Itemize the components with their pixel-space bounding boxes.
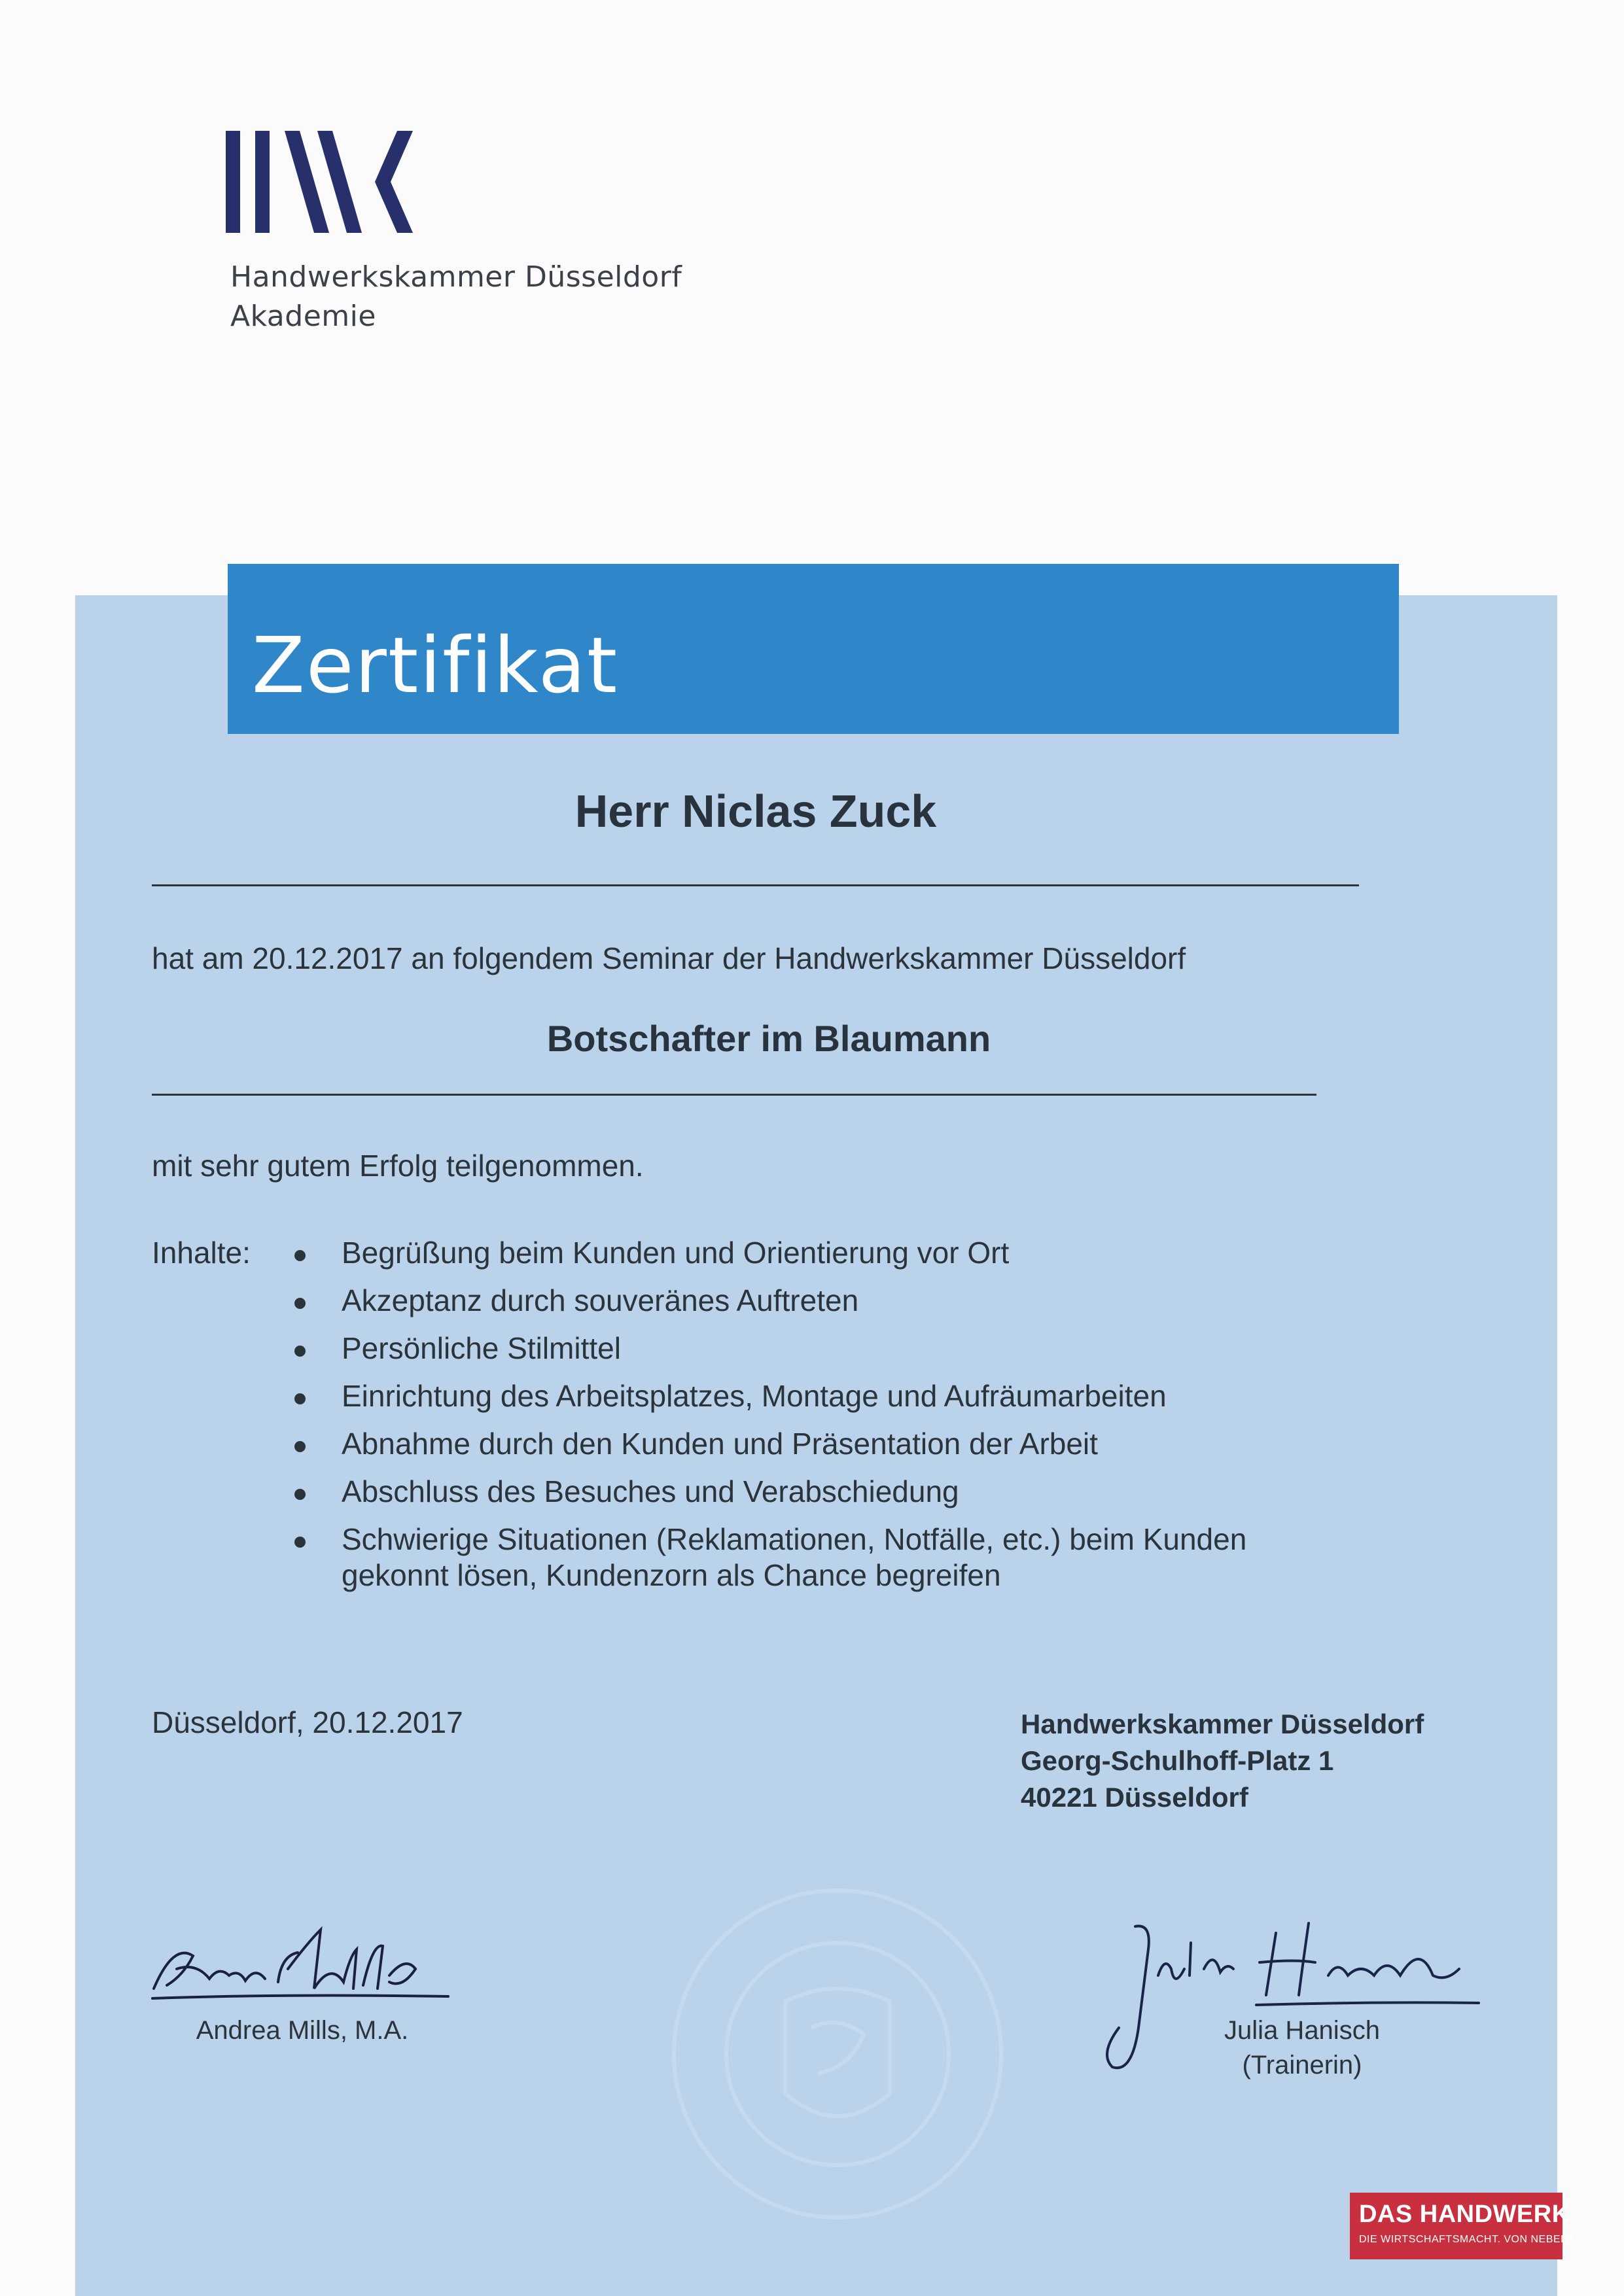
list-item: Schwierige Situationen (Reklamationen, Notfälle, etc.) beim Kunden bbox=[342, 1522, 1247, 1556]
contents-label: Inhalte: bbox=[152, 1236, 251, 1270]
hwk-logo bbox=[226, 131, 461, 235]
brand-subtitle: DIE WIRTSCHAFTSMACHT. VON NEBENAN. bbox=[1359, 2234, 1587, 2245]
address-line-2: Georg-Schulhoff-Platz 1 bbox=[1021, 1745, 1334, 1776]
embossed-seal bbox=[654, 1877, 1021, 2231]
list-bullet bbox=[294, 1346, 306, 1357]
list-bullet bbox=[294, 1441, 306, 1452]
seminar-title: Botschafter im Blaumann bbox=[546, 1018, 991, 1059]
list-item: Abschluss des Besuches und Verabschiedung bbox=[342, 1474, 959, 1508]
intro-text: hat am 20.12.2017 an folgendem Seminar der Handwerkskammer Düsseldorf bbox=[152, 941, 1186, 975]
address-line-3: 40221 Düsseldorf bbox=[1021, 1782, 1248, 1813]
brand-title: DAS HANDWERK bbox=[1359, 2200, 1570, 2228]
list-item: Akzeptanz durch souveränes Auftreten bbox=[342, 1283, 859, 1317]
list-item: Begrüßung beim Kunden und Orientierung vor Ort bbox=[342, 1236, 1010, 1270]
list-item-continuation: gekonnt lösen, Kundenzorn als Chance begreifen bbox=[342, 1558, 1001, 1592]
signatory-right-name: Julia Hanisch bbox=[1224, 2016, 1380, 2045]
org-unit: Akademie bbox=[230, 300, 376, 333]
place-date: Düsseldorf, 20.12.2017 bbox=[152, 1705, 463, 1739]
result-text: mit sehr gutem Erfolg teilgenommen. bbox=[152, 1149, 644, 1183]
list-bullet bbox=[294, 1250, 306, 1261]
list-item: Abnahme durch den Kunden und Präsentation der Arbeit bbox=[342, 1427, 1098, 1461]
list-bullet bbox=[294, 1298, 306, 1309]
seminar-underline bbox=[152, 1094, 1316, 1096]
address-line-1: Handwerkskammer Düsseldorf bbox=[1021, 1709, 1424, 1739]
recipient-underline bbox=[152, 884, 1359, 886]
list-item: Persönliche Stilmittel bbox=[342, 1331, 621, 1365]
list-item: Einrichtung des Arbeitsplatzes, Montage und Aufräumarbeiten bbox=[342, 1379, 1167, 1413]
signatory-right-role: (Trainerin) bbox=[1242, 2051, 1362, 2079]
list-bullet bbox=[294, 1537, 306, 1548]
signature-andrea-mills bbox=[147, 1904, 461, 2015]
org-name: Handwerkskammer Düsseldorf bbox=[230, 260, 682, 294]
list-bullet bbox=[294, 1393, 306, 1404]
signatory-left-name: Andrea Mills, M.A. bbox=[196, 2016, 409, 2045]
certificate-title: Zertifikat bbox=[252, 620, 619, 710]
list-bullet bbox=[294, 1489, 306, 1500]
das-handwerk-badge bbox=[1350, 2193, 1587, 2259]
recipient-name: Herr Niclas Zuck bbox=[574, 786, 937, 837]
